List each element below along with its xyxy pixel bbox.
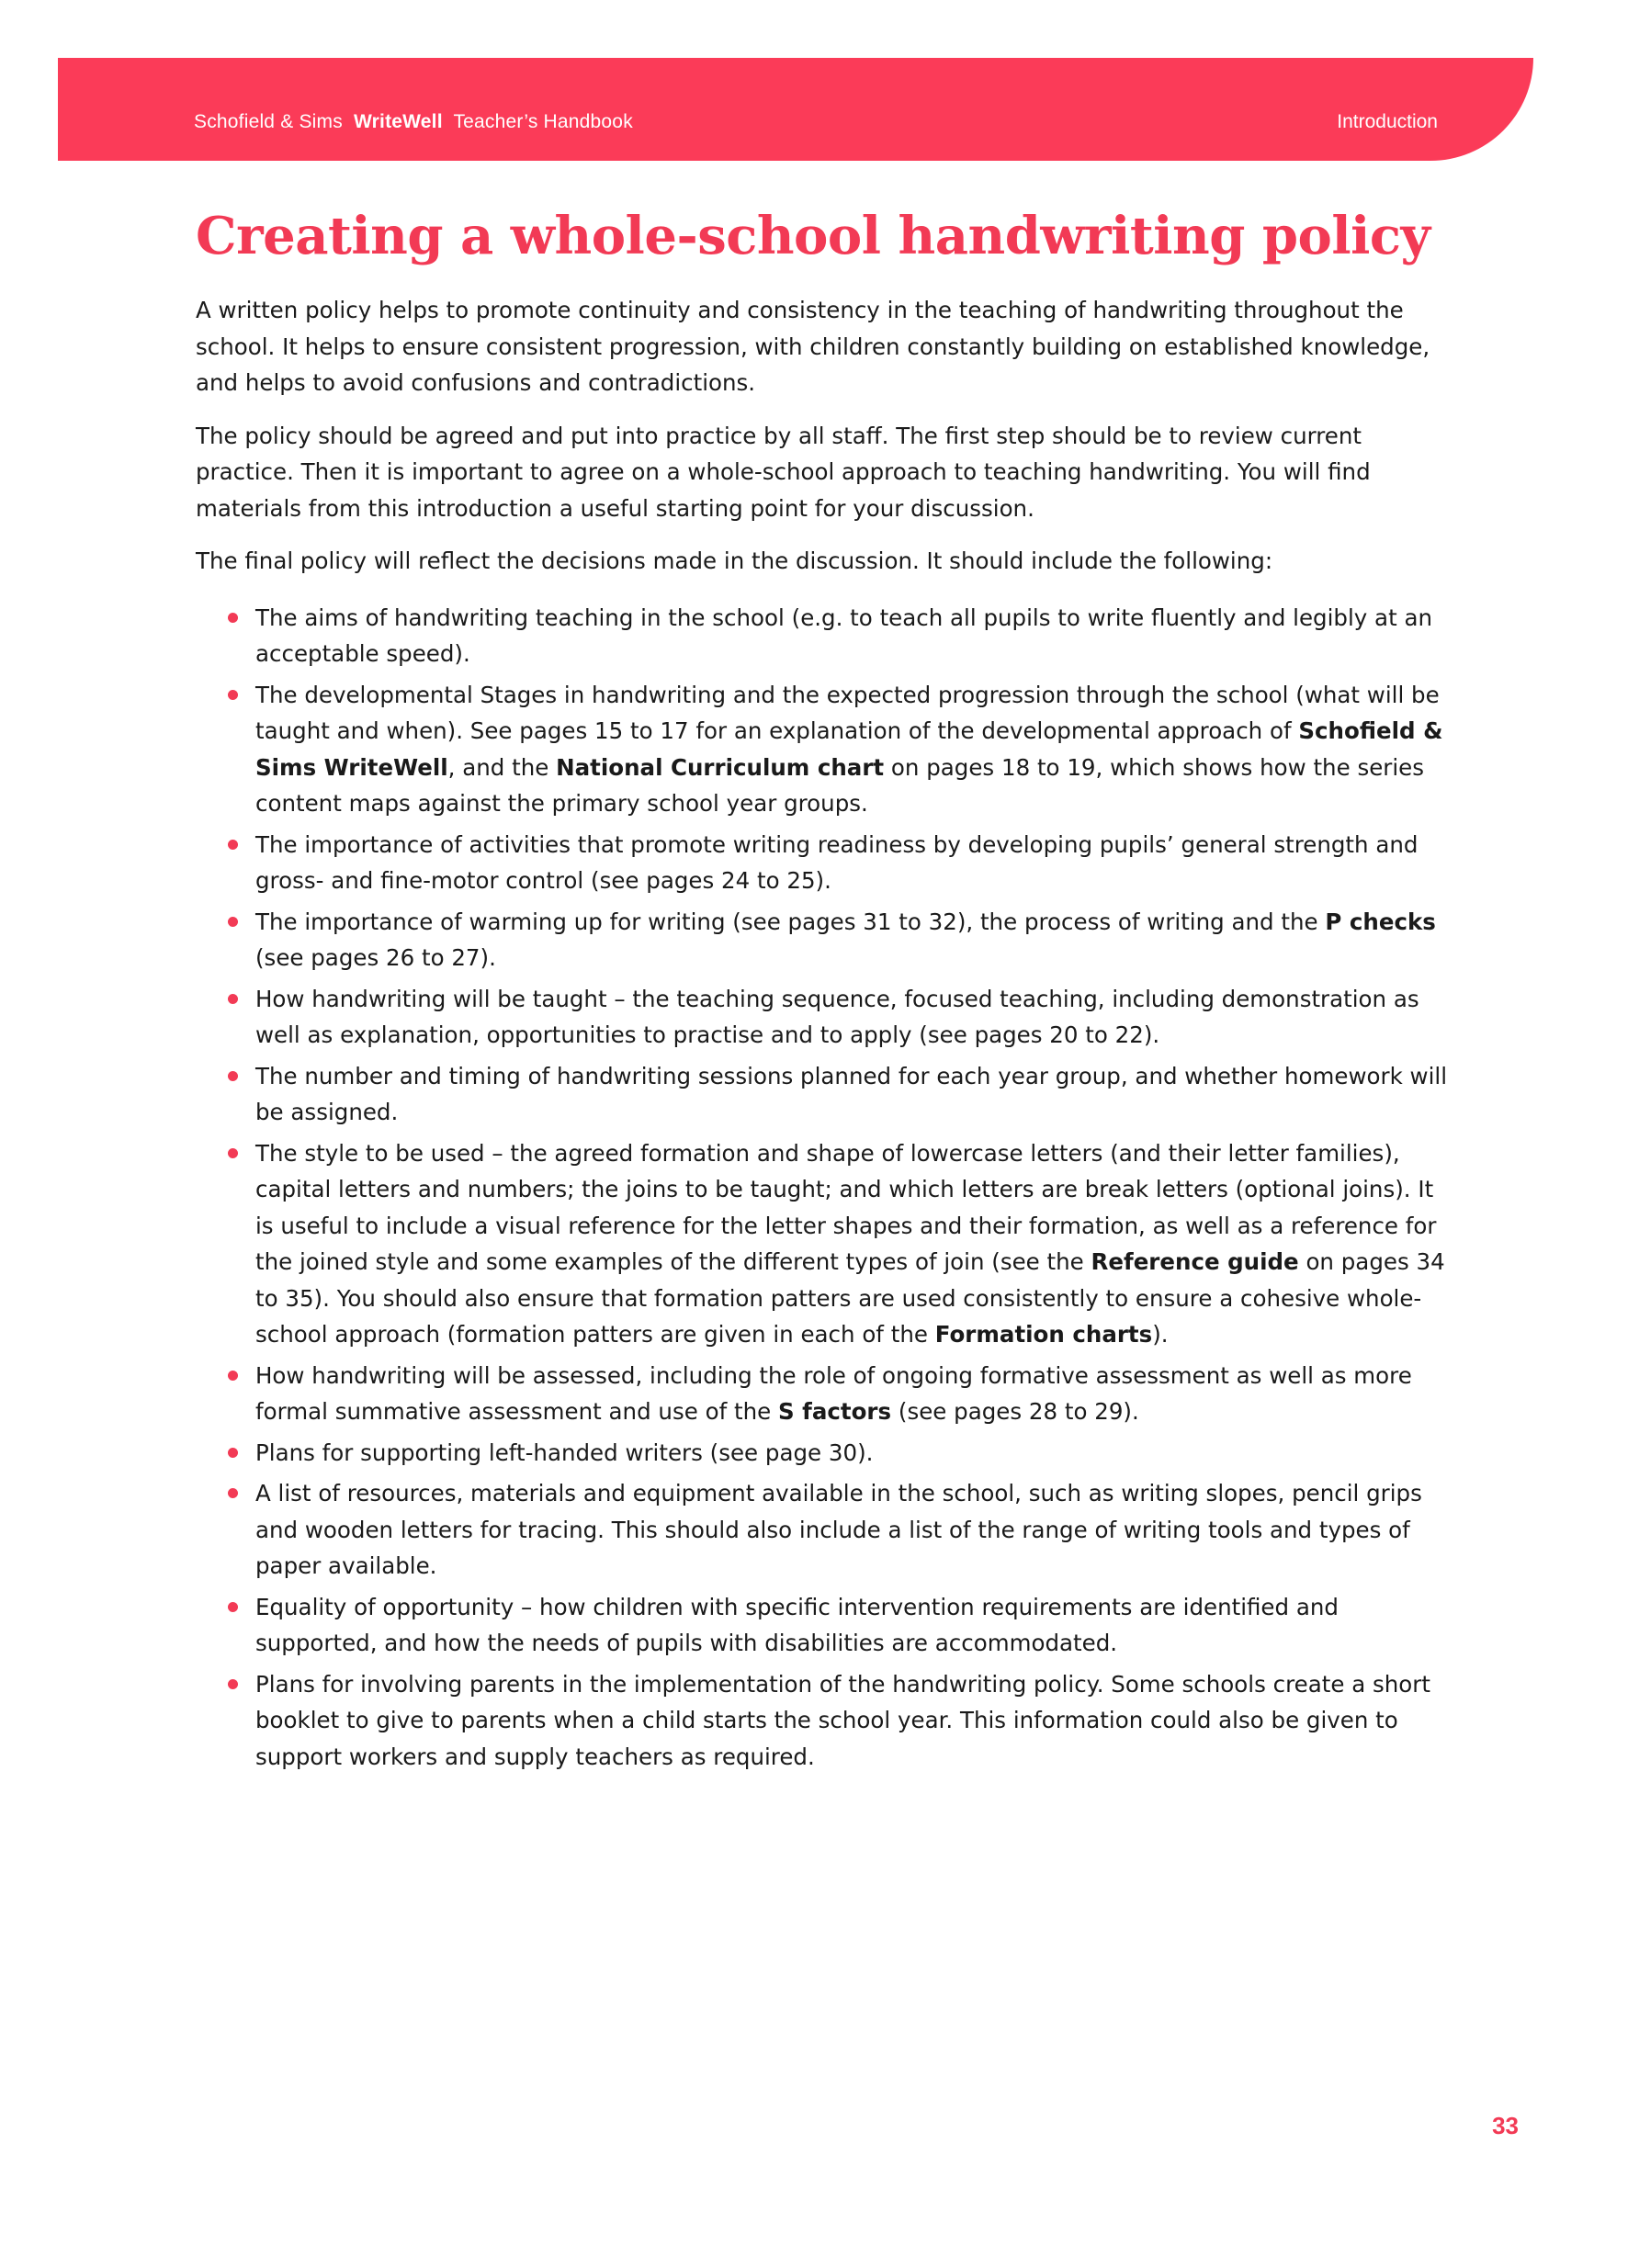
header-band <box>58 58 1533 161</box>
list-item: A list of resources, materials and equipment available in the school, such as writing slopes, pencil grips and wooden letters for tracing. This should also include a list of the range of writing tools and types of paper available. <box>196 1475 1454 1585</box>
practice-paragraph: The policy should be agreed and put into practice by all staff. The first step should be to review current practice. Then it is important to agree on a whole-school approach to teaching handwriting. You will find materials from this introduction a useful starting point for your discussion. <box>196 422 1371 522</box>
book-name: Teacher’s Handbook <box>453 111 633 132</box>
list-item: How handwriting will be taught – the teaching sequence, focused teaching, including demonstration as well as explanation, opportunities to practise and to apply (see pages 20 to 22). <box>196 981 1454 1054</box>
bullet-dot-icon <box>228 613 238 623</box>
series-name: WriteWell <box>354 111 443 132</box>
list-item: The developmental Stages in handwriting and the expected progression through the school (what will be taught and when). See pages 15 to 17 for an explanation of the developmental approach of Schofield & Sims WriteWell, and the National Curriculum chart on pages 18 to 19, which shows how the series content maps against the primary school year groups. <box>196 677 1454 822</box>
bullet-dot-icon <box>228 1679 238 1689</box>
bullet-dot-icon <box>228 1371 238 1381</box>
list-item: The style to be used – the agreed formation and shape of lowercase letters (and their letter families), capital letters and numbers; the joins to be taught; and which letters are break letters (optional joins). It is useful to include a visual reference for the letter shapes and their formation, as well as a reference for the joined style and some examples of the different types of join (see the Reference guide on pages 34 to 35). You should also ensure that formation patters are used consistently to ensure a cohesive whole-school approach (formation patters are given in each of the Formation charts). <box>196 1135 1454 1353</box>
list-item: How handwriting will be assessed, including the role of ongoing formative assessment as well as more formal summative assessment and use of the S factors (see pages 28 to 29). <box>196 1358 1454 1430</box>
bullet-dot-icon <box>228 840 238 850</box>
page-content <box>196 197 1454 1779</box>
policy-list <box>196 600 1454 1776</box>
list-item: The importance of activities that promote writing readiness by developing pupils’ general strength and gross- and fine-motor control (see pages 24 to 25). <box>196 827 1454 899</box>
page-number: 33 <box>1492 2112 1519 2139</box>
publisher-name: Schofield & Sims <box>194 111 343 132</box>
bullet-dot-icon <box>228 917 238 927</box>
bullet-dot-icon <box>228 1148 238 1158</box>
running-header-left <box>194 111 633 133</box>
bold-term: Schofield & Sims WriteWell <box>255 717 1443 781</box>
page-title: Creating a whole-school handwriting policy <box>196 206 1430 266</box>
list-item: The aims of handwriting teaching in the school (e.g. to teach all pupils to write fluently and legibly at an acceptable speed). <box>196 600 1454 672</box>
intro-paragraph: A written policy helps to promote continuity and consistency in the teaching of handwriting throughout the school. It helps to ensure consistent progression, with children constantly building on established knowledge, and helps to avoid confusions and contradictions. <box>196 297 1430 396</box>
bold-term: S factors <box>777 1398 892 1425</box>
bullet-dot-icon <box>228 1602 238 1612</box>
bold-term: Reference guide <box>1091 1248 1299 1275</box>
bold-term: Formation charts <box>934 1321 1153 1348</box>
list-item: Plans for involving parents in the implementation of the handwriting policy. Some schools create a short booklet to give to parents when a child starts the school year. This information could also be given to support workers and supply teachers as required. <box>196 1666 1454 1776</box>
list-item: The importance of warming up for writing (see pages 31 to 32), the process of writing and the P checks (see pages 26 to 27). <box>196 904 1454 976</box>
list-item: The number and timing of handwriting sessions planned for each year group, and whether homework will be assigned. <box>196 1058 1454 1131</box>
bullet-dot-icon <box>228 1071 238 1081</box>
bullet-dot-icon <box>228 994 238 1004</box>
list-item: Plans for supporting left-handed writers (see page 30). <box>196 1435 1454 1472</box>
bullet-dot-icon <box>228 1448 238 1458</box>
bold-term: National Curriculum chart <box>556 753 885 781</box>
bullet-dot-icon <box>228 1488 238 1498</box>
bold-term: P checks <box>1325 908 1436 935</box>
bullet-dot-icon <box>228 690 238 700</box>
section-label: Introduction <box>1337 111 1438 132</box>
policy-lead-paragraph: The final policy will reflect the decisions made in the discussion. It should include the following: <box>196 547 1273 574</box>
list-item: Equality of opportunity – how children with specific intervention requirements are identified and supported, and how the needs of pupils with disabilities are accommodated. <box>196 1589 1454 1662</box>
